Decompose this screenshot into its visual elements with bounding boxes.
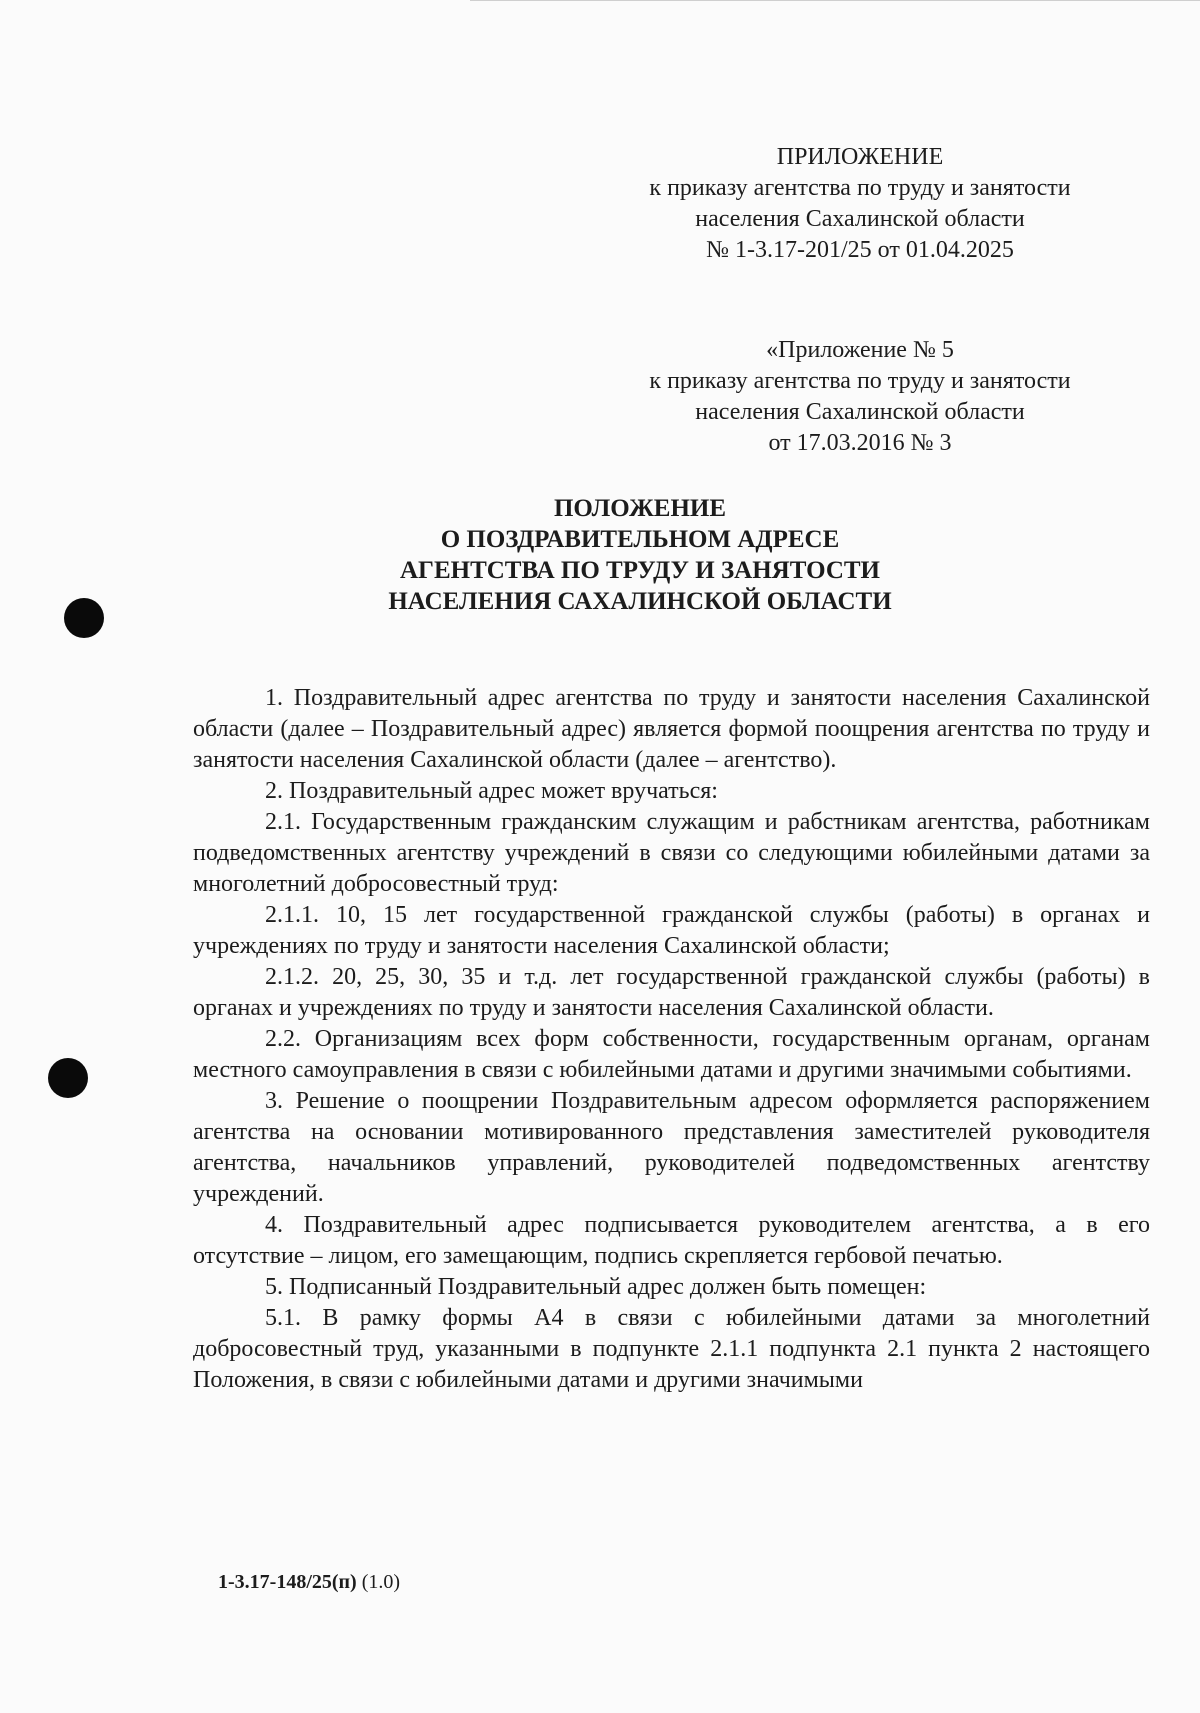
document-title [190, 493, 1090, 617]
appendix-header [590, 142, 1130, 266]
paragraph: 5. Подписанный Поздравительный адрес должен быть помещен: [265, 1274, 927, 1300]
appendix-line: населения Сахалинской области [695, 206, 1025, 232]
paragraph: 2.1. Государственным гражданским служащим и рабстникам агентства, работникам подведомственных агентству учреждений в связи со следующими юбилейными датами за многолетний добросовестный труд: [193, 809, 1150, 897]
appendix-title: ПРИЛОЖЕНИЕ [776, 144, 944, 170]
paragraph: 1. Поздравительный адрес агентства по труду и занятости населения Сахалинской области (далее – Поздравительный адрес) является формой поощрения агентства по труду и занятости населения Сахалинской области (далее – агентство). [193, 685, 1150, 773]
appendix-line: населения Сахалинской области [695, 399, 1025, 425]
paragraph: 2. Поздравительный адрес может вручаться: [265, 778, 718, 804]
document-code: 1-3.17-148/25(п) [218, 1571, 357, 1593]
appendix-line: к приказу агентства по труду и занятости [649, 175, 1071, 201]
paragraph: 2.1.1. 10, 15 лет государственной гражданской службы (работы) в органах и учреждениях по труду и занятости населения Сахалинской области; [193, 902, 1150, 959]
appendix-line: № 1-3.17-201/25 от 01.04.2025 [706, 237, 1014, 263]
title-line: НАСЕЛЕНИЯ САХАЛИНСКОЙ ОБЛАСТИ [388, 588, 892, 615]
paragraph: 5.1. В рамку формы А4 в связи с юбилейными датами за многолетний добросовестный труд, указанными в подпункте 2.1.1 подпункта 2.1 пункта 2 настоящего Положения, в связи с юбилейными датами и другими значимыми [193, 1305, 1150, 1393]
appendix-line: к приказу агентства по труду и занятости [649, 368, 1071, 394]
original-appendix-header [590, 335, 1130, 459]
paragraph: 2.2. Организациям всех форм собственности, государственным органам, органам местного самоуправления в связи с юбилейными датами и другими значимыми событиями. [193, 1026, 1150, 1083]
appendix-title: «Приложение № 5 [766, 337, 954, 363]
appendix-line: от 17.03.2016 № 3 [768, 430, 952, 456]
title-line: О ПОЗДРАВИТЕЛЬНОМ АДРЕСЕ [440, 526, 840, 553]
paragraph: 3. Решение о поощрении Поздравительным адресом оформляется распоряжением агентства на основании мотивированного представления заместителей руководителя агентства, начальников управлений, руководителей подведомственных агентству учреждений. [193, 1088, 1150, 1207]
document-footer [218, 1570, 400, 1594]
paragraph: 2.1.2. 20, 25, 30, 35 и т.д. лет государственной гражданской службы (работы) в органах и учреждениях по труду и занятости населения Сахалинской области. [193, 964, 1150, 1021]
scan-edge-line [470, 0, 1200, 1]
title-line: АГЕНТСТВА ПО ТРУДУ И ЗАНЯТОСТИ [400, 557, 880, 584]
punch-hole [48, 1058, 88, 1098]
document-version: (1.0) [361, 1571, 401, 1593]
paragraph: 4. Поздравительный адрес подписывается руководителем агентства, а в его отсутствие – лицом, его замещающим, подпись скрепляется гербовой печатью. [193, 1212, 1150, 1269]
title-line: ПОЛОЖЕНИЕ [553, 495, 727, 522]
document-body [193, 683, 1150, 1396]
punch-hole [64, 598, 104, 638]
